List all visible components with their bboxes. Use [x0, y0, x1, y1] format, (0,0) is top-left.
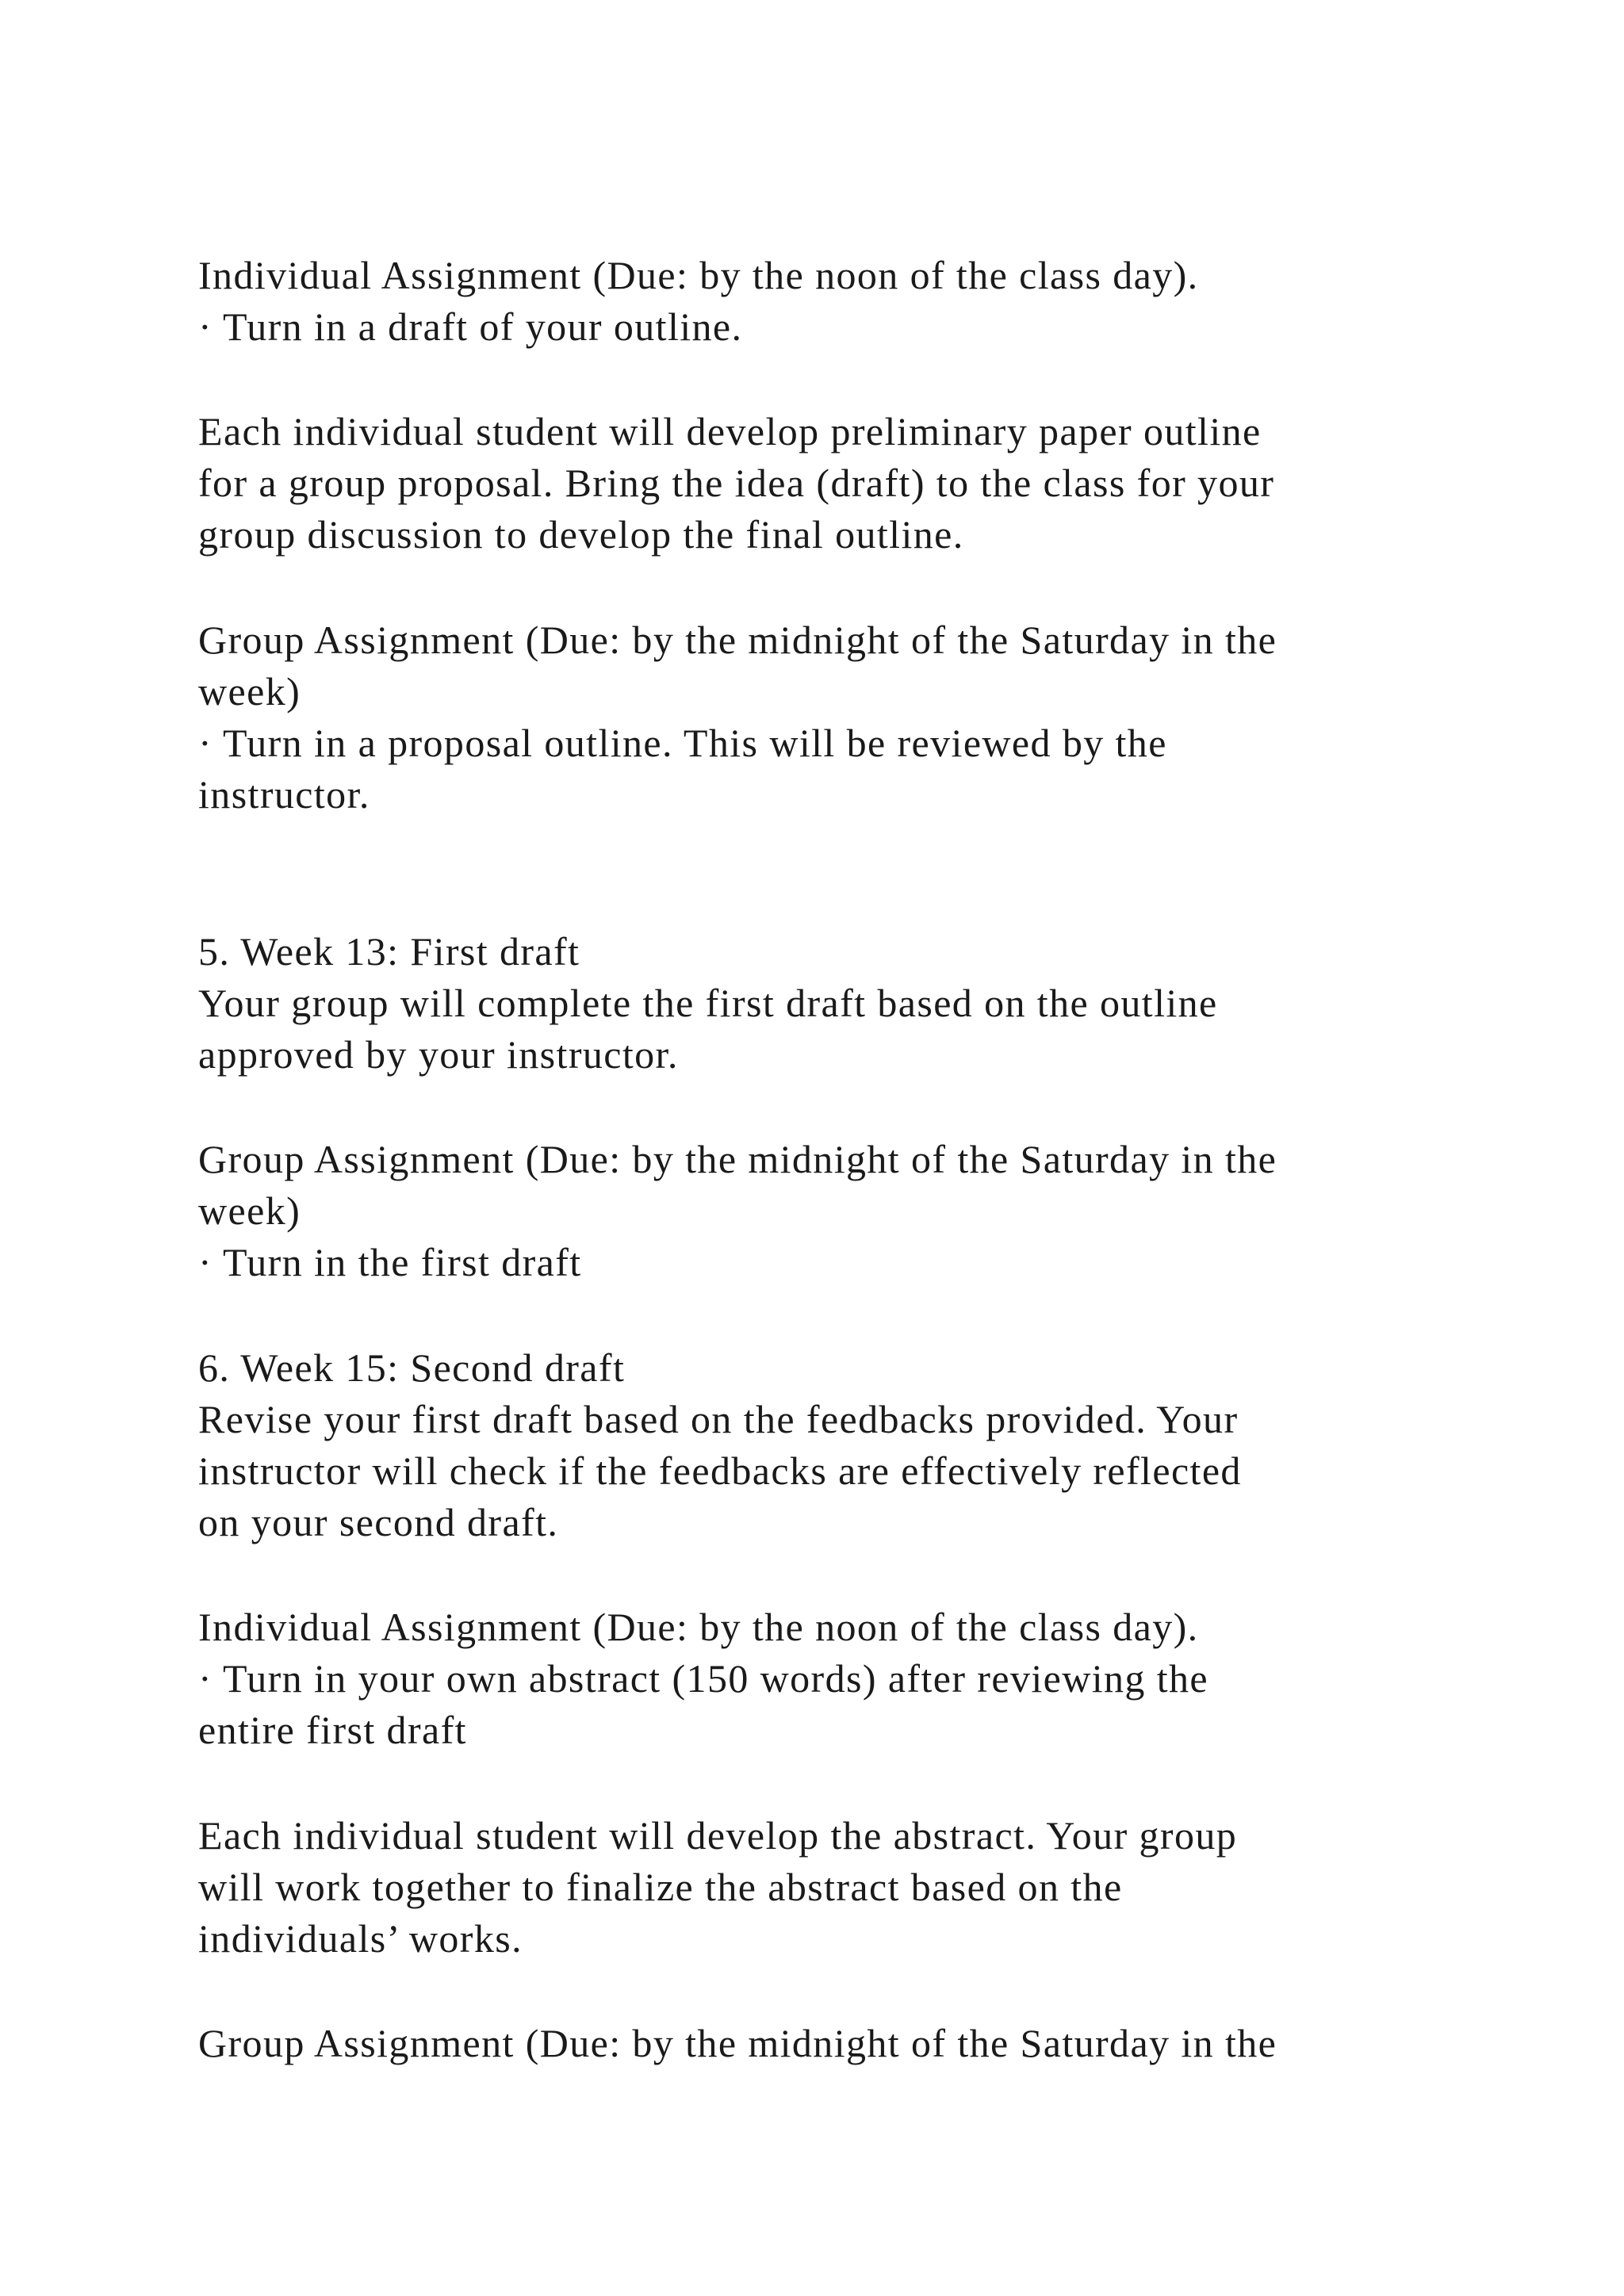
text-line: Group Assignment (Due: by the midnight of the Saturday in the — [198, 618, 1277, 662]
text-line: Individual Assignment (Due: by the noon of the class day). — [198, 253, 1199, 297]
section-heading: 5. Week 13: First draft — [198, 929, 580, 974]
text-line: entire first draft — [198, 1708, 467, 1752]
text-line: Each individual student will develop the abstract. Your group — [198, 1813, 1238, 1858]
text-line: will work together to finalize the abstract based on the — [198, 1865, 1123, 1909]
text-line: approved by your instructor. — [198, 1032, 679, 1077]
bullet-line: · Turn in your own abstract (150 words) after reviewing the — [198, 1656, 1209, 1701]
text-line: instructor will check if the feedbacks are effectively reflected — [198, 1448, 1242, 1493]
text-line: week) — [198, 669, 301, 714]
section-heading: 6. Week 15: Second draft — [198, 1345, 626, 1390]
text-line: Revise your first draft based on the feedbacks provided. Your — [198, 1397, 1239, 1441]
text-line: week) — [198, 1188, 301, 1233]
text-line: group discussion to develop the final outline. — [198, 512, 964, 557]
bullet-line: · Turn in the first draft — [198, 1240, 582, 1284]
text-line: Individual Assignment (Due: by the noon of the class day). — [198, 1605, 1199, 1649]
text-line: Group Assignment (Due: by the midnight of the Saturday in the — [198, 1137, 1277, 1181]
text-line: Each individual student will develop preliminary paper outline — [198, 409, 1262, 453]
text-line: individuals’ works. — [198, 1916, 523, 1961]
text-line: on your second draft. — [198, 1500, 559, 1544]
text-line: Group Assignment (Due: by the midnight of the Saturday in the — [198, 2021, 1277, 2065]
text-line: instructor. — [198, 772, 370, 817]
text-line: for a group proposal. Bring the idea (draft) to the class for your — [198, 461, 1275, 505]
text-line: Your group will complete the first draft based on the outline — [198, 981, 1218, 1025]
bullet-line: · Turn in a proposal outline. This will be reviewed by the — [198, 721, 1167, 765]
bullet-line: · Turn in a draft of your outline. — [198, 304, 743, 349]
